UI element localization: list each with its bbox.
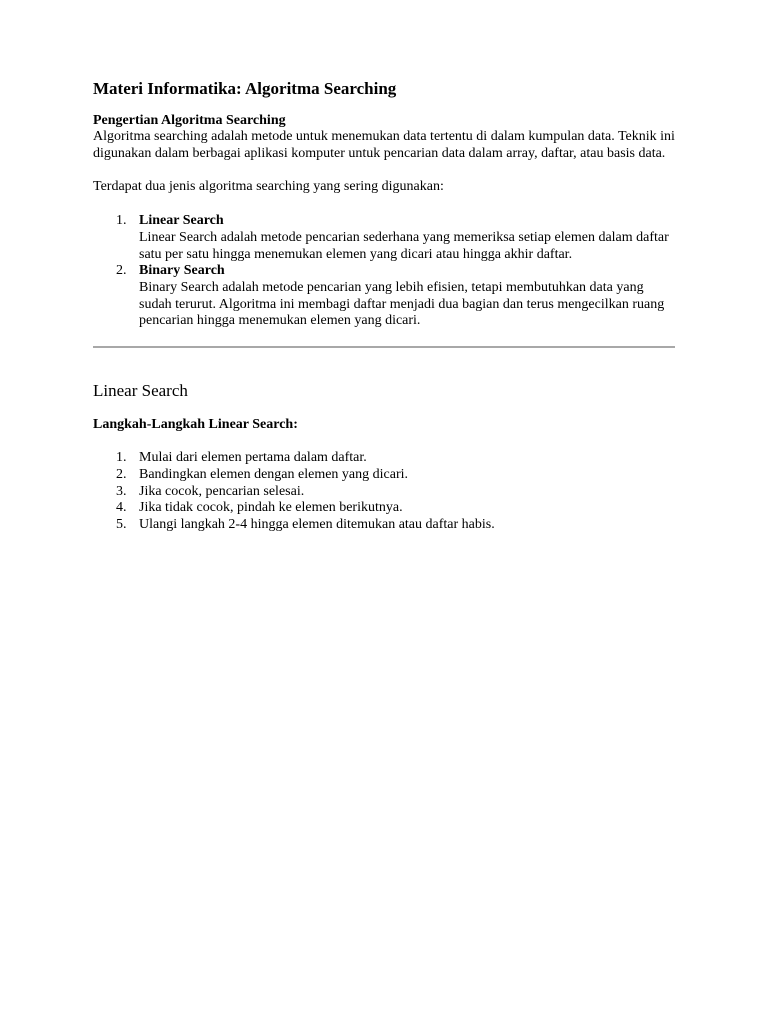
spacer bbox=[93, 433, 675, 450]
steps-list bbox=[93, 450, 675, 534]
list-number: 1. bbox=[116, 450, 127, 466]
list-item bbox=[93, 500, 675, 517]
step-text: Ulangi langkah 2-4 hingga elemen ditemukan atau daftar habis. bbox=[139, 517, 495, 533]
definition-text: Algoritma searching adalah metode untuk menemukan data tertentu di dalam kumpulan data. Teknik ini digunakan dalam berbagai aplikasi komputer untuk pencarian data dalam array, daftar, atau basis data. bbox=[93, 129, 675, 161]
document-page bbox=[93, 78, 675, 534]
list-item bbox=[93, 213, 675, 263]
list-item-title: Linear Search bbox=[139, 213, 224, 229]
list-item bbox=[93, 517, 675, 534]
list-number: 4. bbox=[116, 500, 127, 516]
steps-heading: Langkah-Langkah Linear Search: bbox=[93, 417, 298, 433]
step-text: Bandingkan elemen dengan elemen yang dicari. bbox=[139, 466, 409, 482]
list-number: 2. bbox=[116, 263, 127, 279]
spacer bbox=[93, 162, 675, 179]
section-title: Linear Search bbox=[93, 381, 188, 401]
spacer bbox=[93, 196, 675, 213]
step-text: Mulai dari elemen pertama dalam daftar. bbox=[139, 450, 367, 466]
list-item-title: Binary Search bbox=[139, 263, 225, 279]
step-text: Jika cocok, pencarian selesai. bbox=[139, 483, 305, 499]
search-types-list bbox=[93, 213, 675, 330]
list-item bbox=[93, 467, 675, 484]
list-number: 5. bbox=[116, 517, 127, 533]
list-number: 3. bbox=[116, 483, 127, 499]
horizontal-divider bbox=[93, 346, 675, 348]
list-item bbox=[93, 450, 675, 467]
page-title: Materi Informatika: Algoritma Searching bbox=[93, 79, 397, 98]
list-number: 1. bbox=[116, 213, 127, 229]
intro-text: Terdapat dua jenis algoritma searching yang sering digunakan: bbox=[93, 179, 444, 195]
definition-section bbox=[93, 112, 675, 162]
list-number: 2. bbox=[116, 466, 127, 482]
list-item bbox=[93, 484, 675, 501]
list-item-description: Binary Search adalah metode pencarian yang lebih efisien, tetapi membutuhkan data yang sudah terurut. Algoritma ini membagi daftar menjadi dua bagian dan terus mengecilkan ruang pencarian hingga menemukan elemen yang dicari. bbox=[139, 279, 665, 329]
definition-heading: Pengertian Algoritma Searching bbox=[93, 113, 286, 128]
list-item bbox=[93, 263, 675, 330]
step-text: Jika tidak cocok, pindah ke elemen berikutnya. bbox=[139, 500, 403, 516]
list-item-description: Linear Search adalah metode pencarian sederhana yang memeriksa setiap elemen dalam daftar satu per satu hingga menemukan elemen yang dicari atau hingga akhir daftar. bbox=[139, 229, 669, 262]
